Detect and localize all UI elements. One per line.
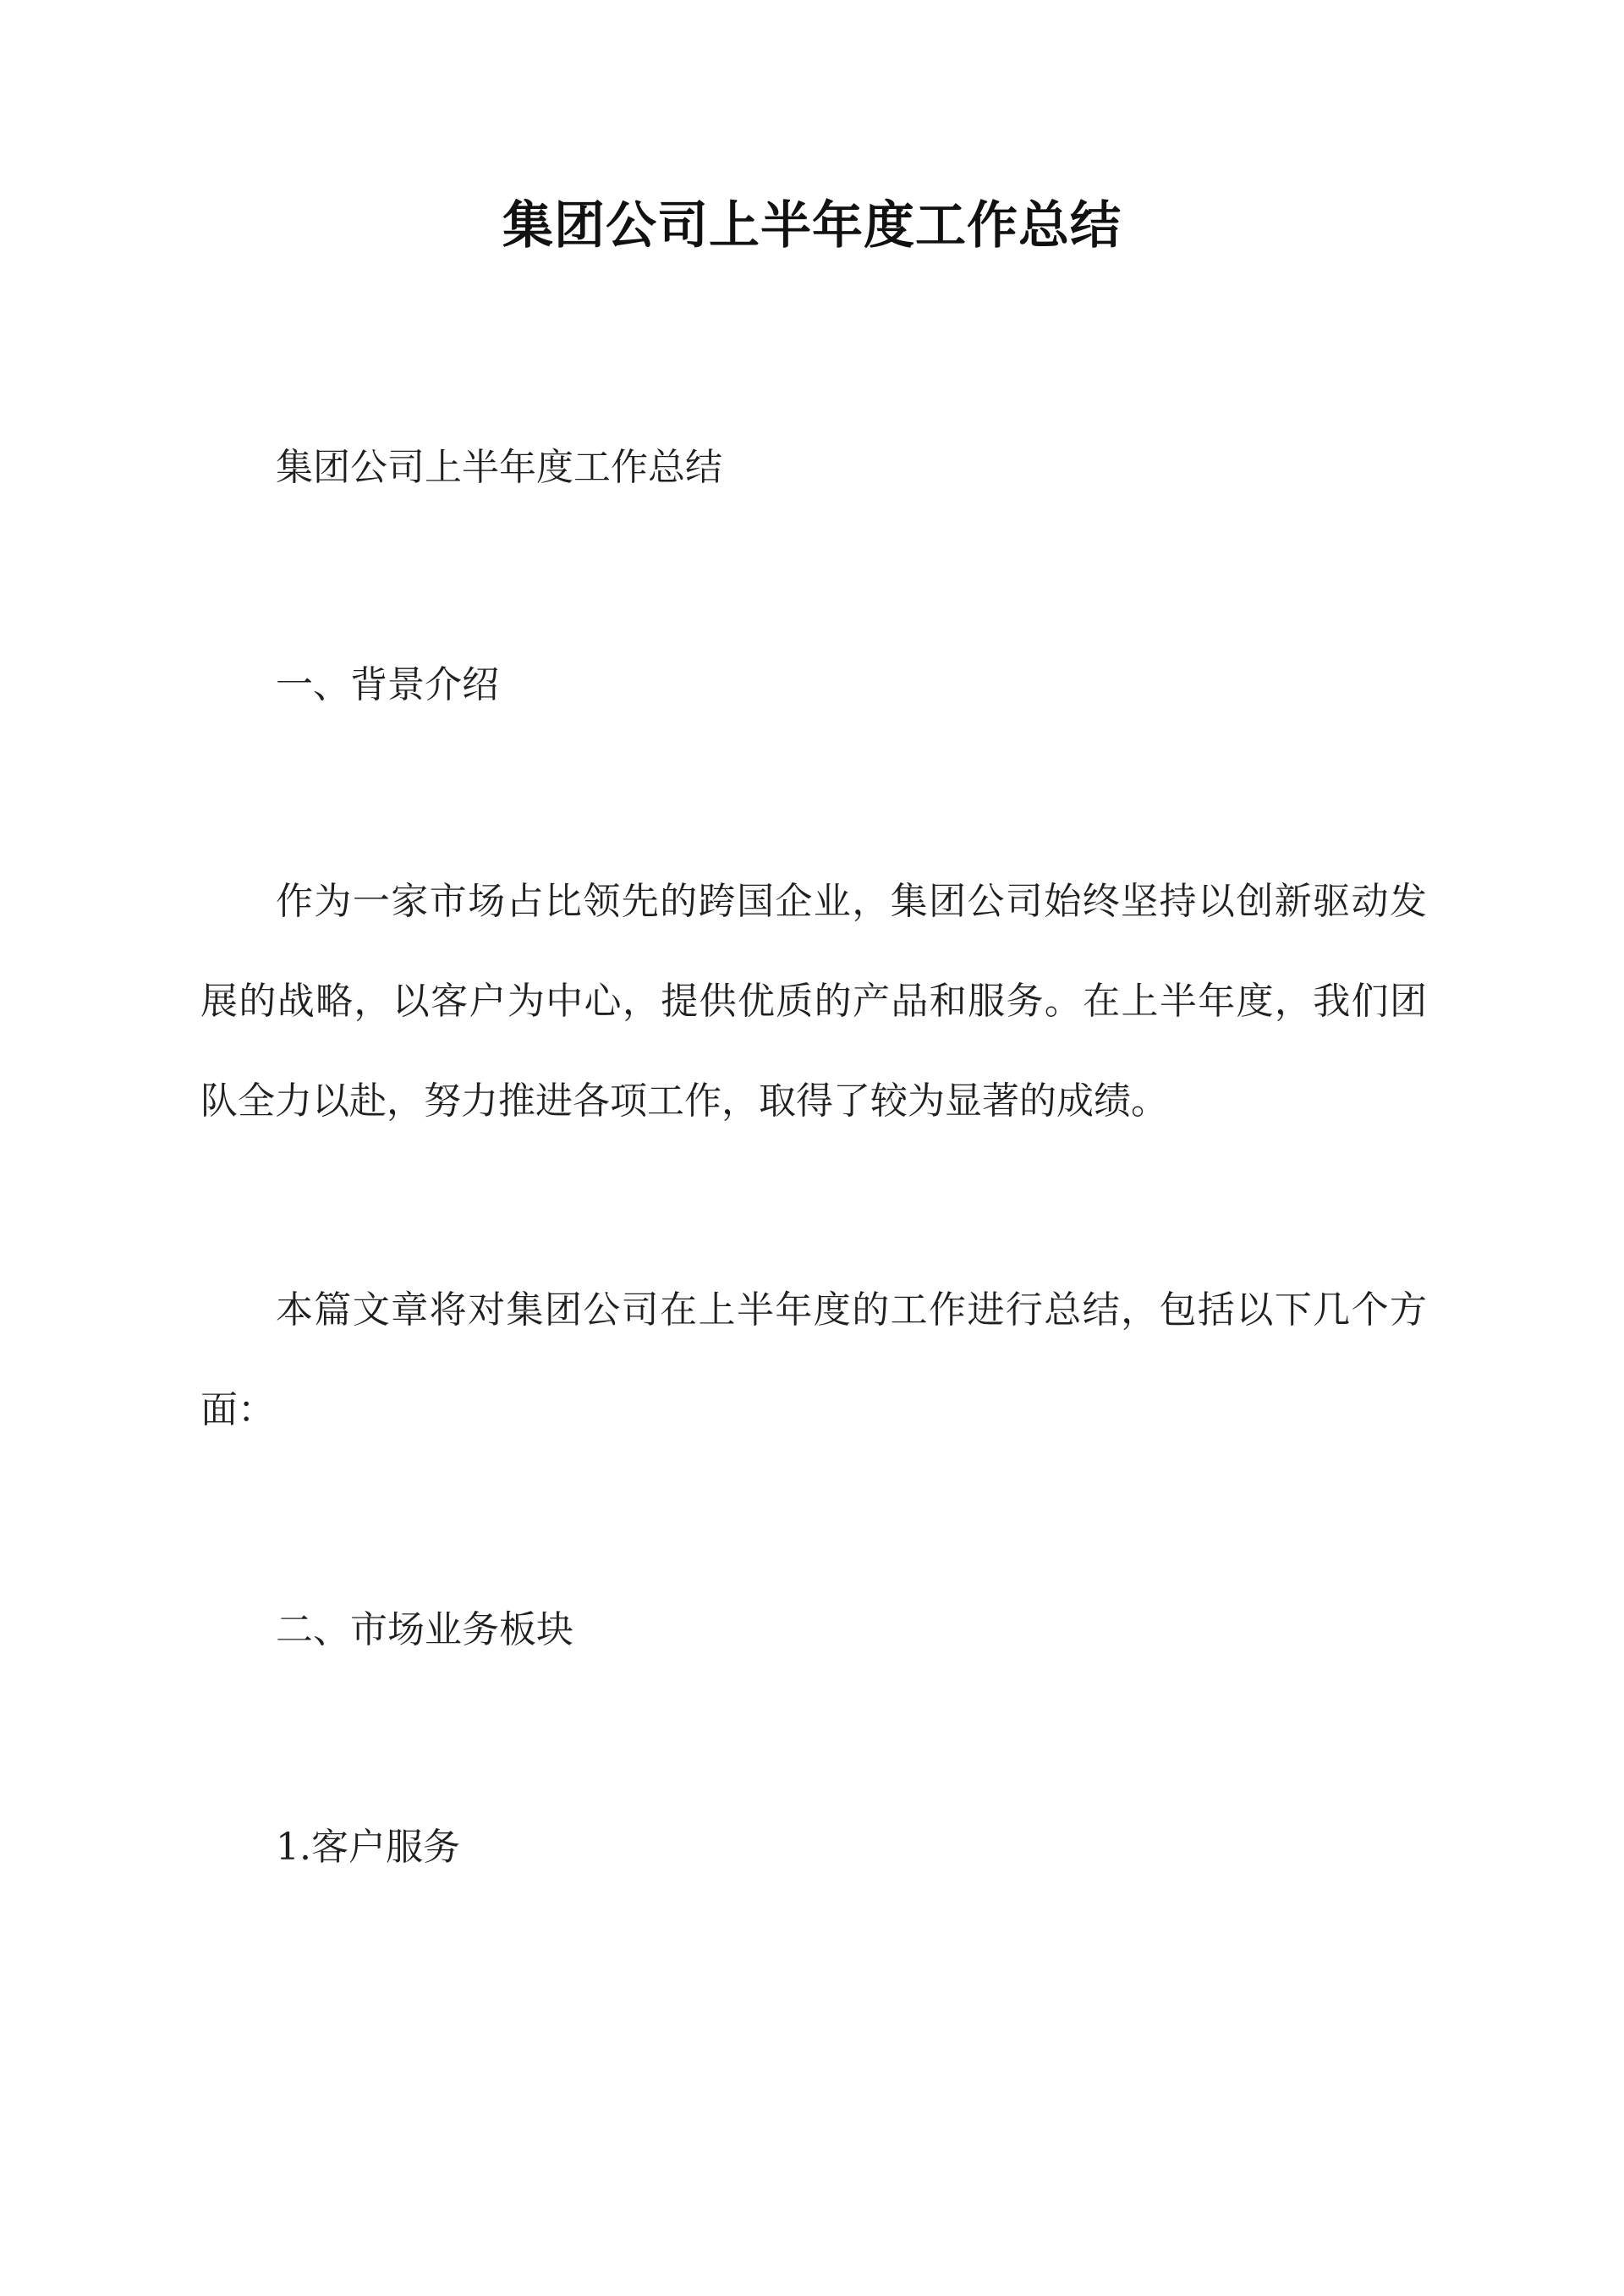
- document-subtitle: 集团公司上半年度工作总结: [276, 446, 722, 489]
- section-heading-market-business: 二、市场业务板块: [276, 1608, 573, 1651]
- paragraph-background: 作为一家市场占比领先的跨国企业，集团公司始终坚持以创新驱动发展的战略，以客户为中心，提供优质的产品和服务。在上半年度，我们团队全力以赴，努力推进各项工作，取得了较为显著的成绩。: [200, 880, 1427, 1123]
- document-title: 集团公司上半年度工作总结: [502, 196, 1122, 255]
- section-heading-background: 一、背景介绍: [276, 663, 499, 706]
- paragraph-summary-scope: 本篇文章将对集团公司在上半年度的工作进行总结，包括以下几个方面：: [200, 1288, 1427, 1431]
- subsection-heading-customer-service: 1.客户服务: [276, 1826, 460, 1869]
